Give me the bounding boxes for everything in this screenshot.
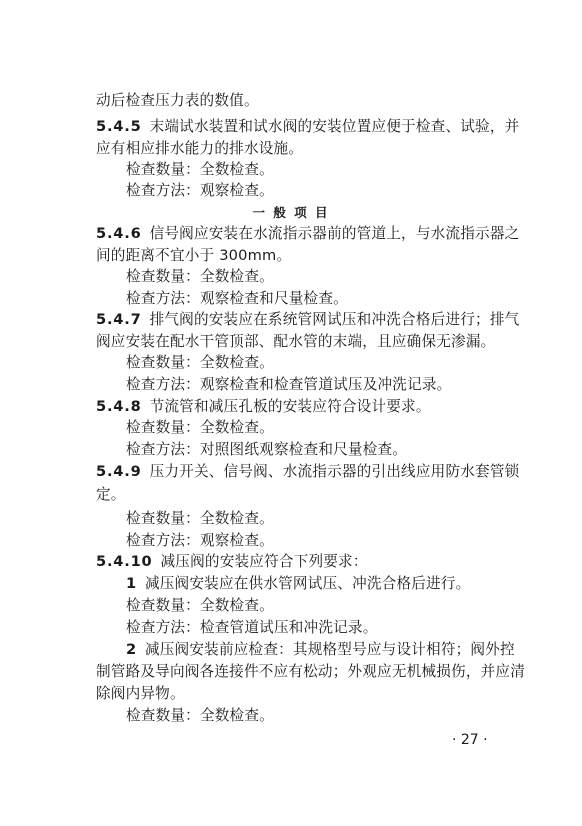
section-heading: 一 般 项 目: [252, 205, 330, 220]
inspection-quantity: 检查数量：全数检查。: [126, 268, 274, 285]
inspection-quantity: 检查数量：全数检查。: [126, 419, 274, 436]
clause-5-4-9: 5.4.9 压力开关、信号阀、水流指示器的引出线应用防水套管锁: [96, 463, 520, 480]
clause-5-4-8: 5.4.8 节流管和减压孔板的安装应符合设计要求。: [96, 398, 431, 415]
sub-item-1: 1 减压阀安装应在供水管网试压、冲洗合格后进行。: [126, 575, 471, 592]
text-line: 阀应安装在配水干管顶部、配水管的末端，且应确保无渗漏。: [96, 333, 496, 350]
clause-5-4-5: 5.4.5 末端试水装置和试水阀的安装位置应便于检查、试验，并: [96, 118, 520, 135]
clause-number: 5.4.6: [96, 225, 142, 242]
inspection-quantity: 检查数量：全数检查。: [126, 161, 274, 178]
clause-number: 5.4.7: [96, 311, 142, 328]
text-line: 制管路及导向阀各连接件不应有松动；外观应无机械损伤，并应清: [96, 663, 526, 680]
inspection-method: 检查方法：观察检查。: [126, 532, 274, 549]
page-number: · 27 ·: [452, 732, 488, 748]
inspection-method: 检查方法：观察检查和尺量检查。: [126, 290, 348, 307]
item-number: 2: [126, 641, 137, 658]
text-line: 定。: [96, 486, 126, 503]
item-number: 1: [126, 575, 137, 592]
clause-number: 5.4.8: [96, 398, 142, 415]
inspection-method: 检查方法：对照图纸观察检查和尺量检查。: [126, 441, 408, 458]
inspection-quantity: 检查数量：全数检查。: [126, 707, 274, 724]
clause-5-4-10: 5.4.10 减压阀的安装应符合下列要求：: [96, 553, 368, 570]
clause-number: 5.4.9: [96, 463, 142, 480]
clause-number: 5.4.10: [96, 553, 153, 570]
text-line: 动后检查压力表的数值。: [96, 92, 259, 109]
text-line: 除阀内异物。: [96, 685, 185, 702]
clause-number: 5.4.5: [96, 118, 142, 135]
sub-item-2: 2 减压阀安装前应检查：其规格型号应与设计相符；阀外控: [126, 641, 515, 658]
inspection-method: 检查方法：观察检查和检查管道试压及冲洗记录。: [126, 376, 452, 393]
inspection-method: 检查方法：检查管道试压和冲洗记录。: [126, 619, 378, 636]
inspection-method: 检查方法：观察检查。: [126, 182, 274, 199]
clause-5-4-7: 5.4.7 排气阀的安装应在系统管网试压和冲洗合格后进行；排气: [96, 311, 520, 328]
text-line: 间的距离不宜小于 300mm。: [96, 247, 292, 264]
text-line: 应有相应排水能力的排水设施。: [96, 140, 304, 157]
inspection-quantity: 检查数量：全数检查。: [126, 510, 274, 527]
inspection-quantity: 检查数量：全数检查。: [126, 354, 274, 371]
clause-5-4-6: 5.4.6 信号阀应安装在水流指示器前的管道上，与水流指示器之: [96, 225, 520, 242]
inspection-quantity: 检查数量：全数检查。: [126, 597, 274, 614]
